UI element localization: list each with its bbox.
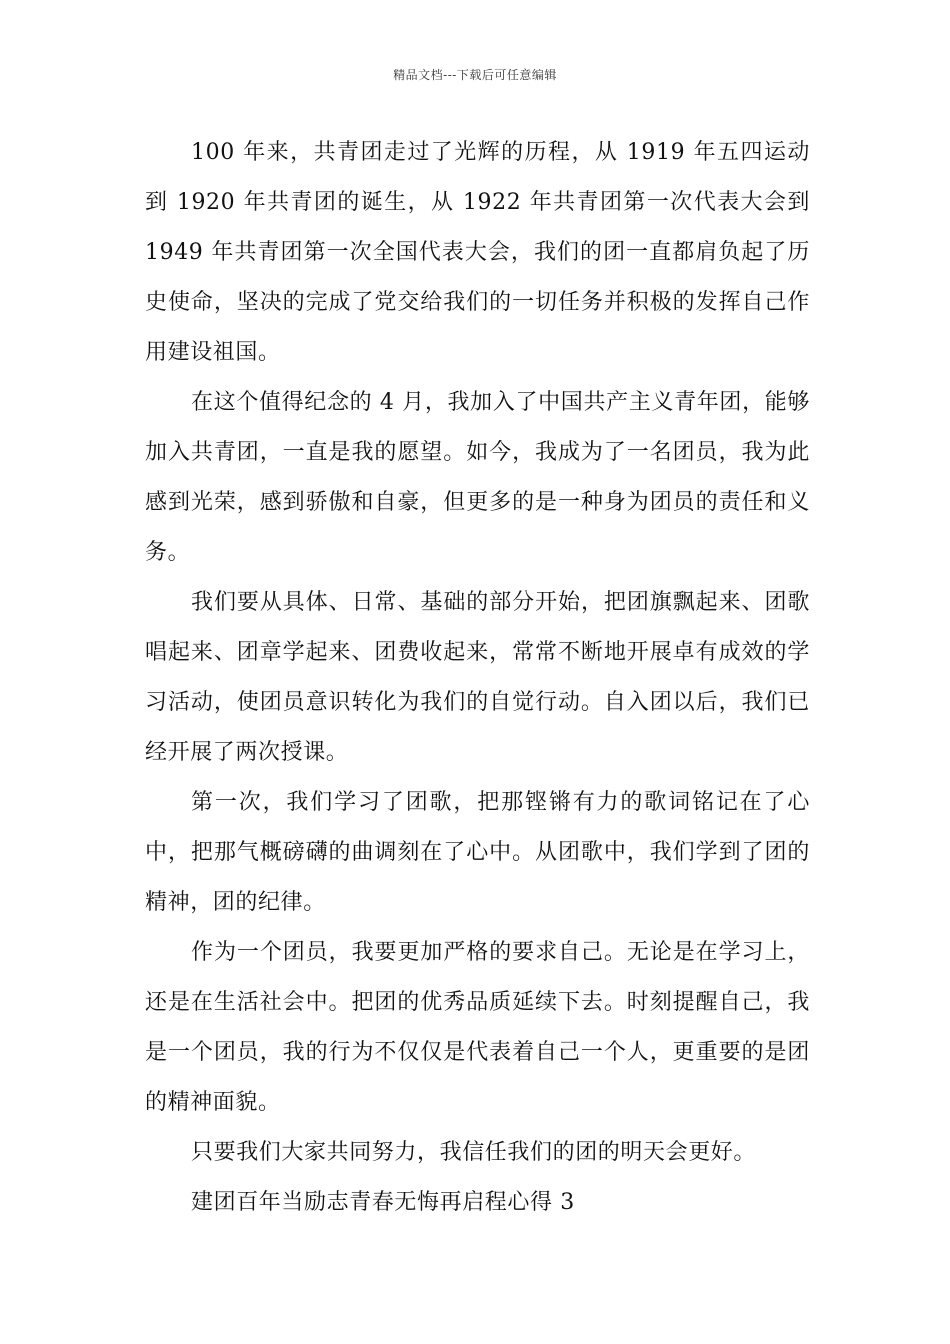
paragraph: 作为一个团员，我要更加严格的要求自己。无论是在学习上，还是在生活社会中。把团的优秀品质延续下去。时刻提醒自己，我是一个团员，我的行为不仅仅是代表着自己一个人，更重要的是团的精神面貌。: [145, 940, 810, 1115]
paragraph: 第一次，我们学习了团歌，把那铿锵有力的歌词铭记在了心中，把那气概磅礴的曲调刻在了心中。从团歌中，我们学到了团的精神，团的纪律。: [145, 790, 810, 915]
page-header: 精品文档---下载后可任意编辑: [393, 68, 557, 82]
document-body: [145, 128, 810, 1228]
paragraph: 在这个值得纪念的 4 月，我加入了中国共产主义青年团，能够加入共青团，一直是我的愿望。如今，我成为了一名团员，我为此感到光荣，感到骄傲和自豪，但更多的是一种身为团员的责任和义务。: [145, 390, 810, 565]
section-heading: 建团百年当励志青春无悔再启程心得 3: [191, 1190, 575, 1215]
paragraph: 100 年来，共青团走过了光辉的历程，从 1919 年五四运动到 1920 年共青团的诞生，从 1922 年共青团第一次代表大会到 1949 年共青团第一次全国代表大会，我们的团一直都肩负起了历史使命，坚决的完成了党交给我们的一切任务并积极的发挥自己作用建设祖国。: [145, 140, 810, 365]
paragraph: 只要我们大家共同努力，我信任我们的团的明天会更好。: [191, 1140, 757, 1165]
paragraph: 我们要从具体、日常、基础的部分开始，把团旗飘起来、团歌唱起来、团章学起来、团费收起来，常常不断地开展卓有成效的学习活动，使团员意识转化为我们的自觉行动。自入团以后，我们已经开展了两次授课。: [145, 590, 810, 765]
